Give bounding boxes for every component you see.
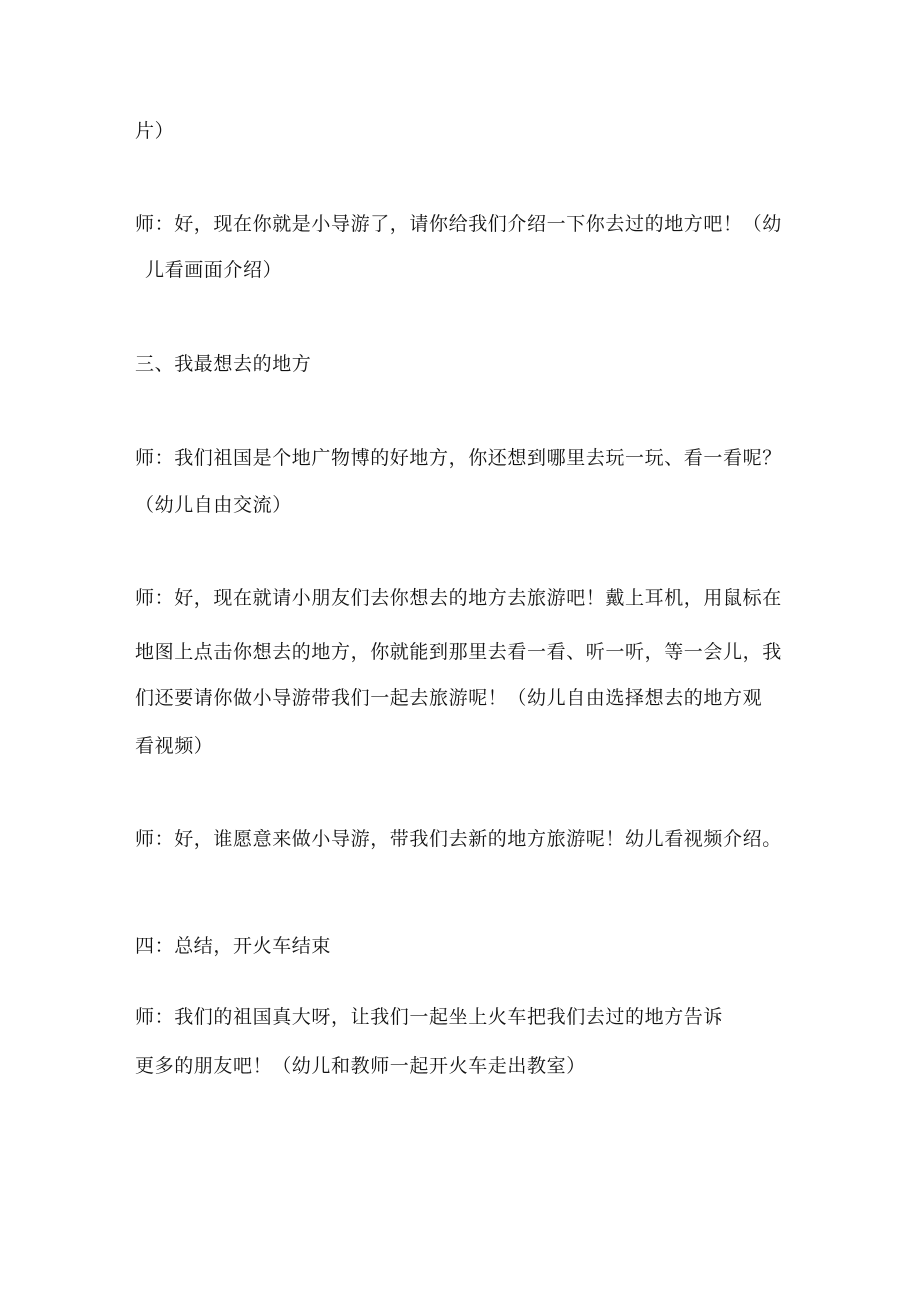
section-heading: 四：总结，开火车结束 xyxy=(135,935,332,957)
text-line: 师：好，现在就请小朋友们去你想去的地方去旅游吧！戴上耳机，用鼠标在 xyxy=(135,587,782,609)
text-line: （幼儿自由交流） xyxy=(135,494,292,516)
text-line: 更多的朋友吧！（幼儿和教师一起开火车走出教室） xyxy=(135,1055,586,1077)
text-line: 们还要请你做小导游带我们一起去旅游呢！（幼儿自由选择想去的地方观 xyxy=(135,687,763,709)
text-line: 师：我们的祖国真大呀，让我们一起坐上火车把我们去过的地方告诉 xyxy=(135,1006,724,1028)
text-line: 儿看画面介绍） xyxy=(145,259,283,281)
text-line: 看视频） xyxy=(135,735,214,757)
section-heading: 三、我最想去的地方 xyxy=(135,353,312,375)
text-line: 师：好，谁愿意来做小导游，带我们去新的地方旅游呢！幼儿看视频介绍。 xyxy=(135,828,782,850)
text-line: 师：我们祖国是个地广物博的好地方，你还想到哪里去玩一玩、看一看呢？ xyxy=(135,447,782,469)
text-line: 片） xyxy=(135,120,175,142)
text-line: 地图上点击你想去的地方，你就能到那里去看一看、听一听，等一会儿，我 xyxy=(135,641,782,663)
text-line: 师：好，现在你就是小导游了，请你给我们介绍一下你去过的地方吧！（幼 xyxy=(135,213,782,235)
